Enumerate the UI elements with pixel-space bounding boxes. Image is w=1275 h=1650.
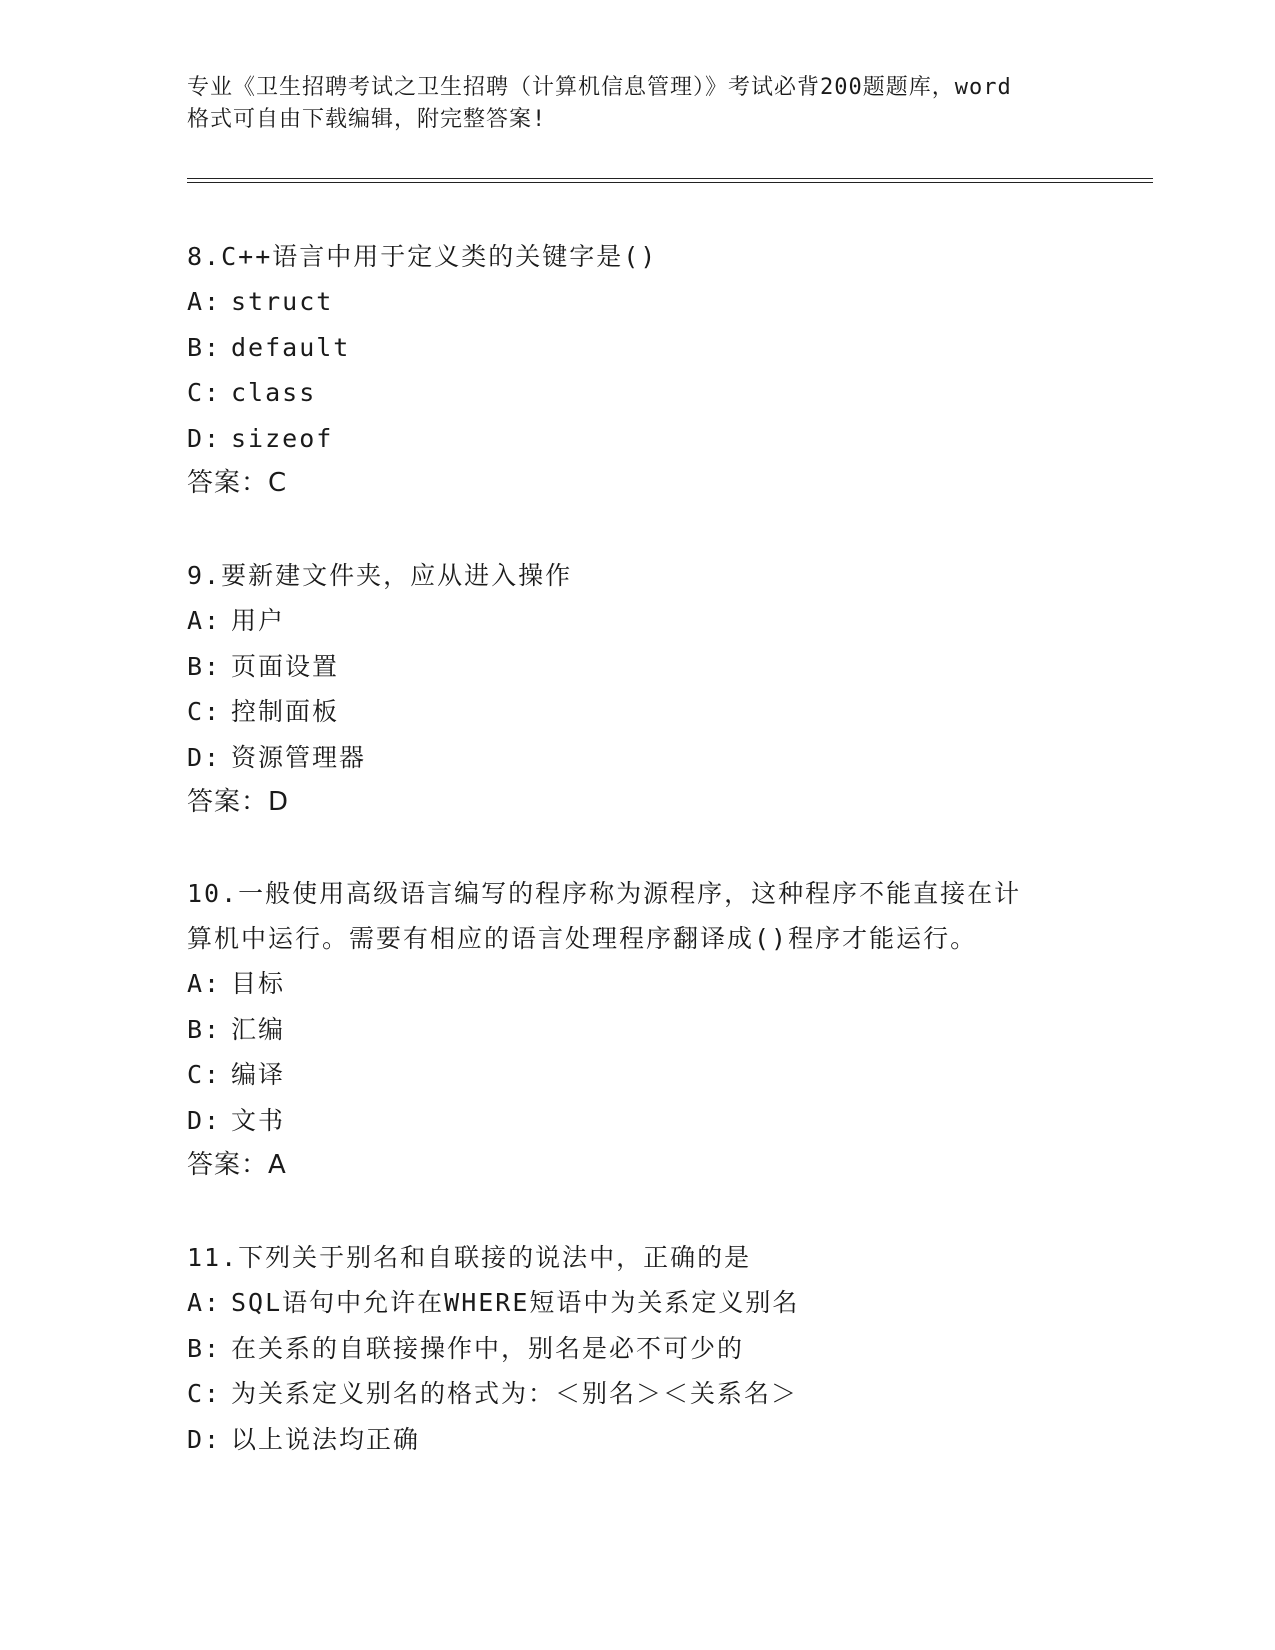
option-text: default — [231, 332, 351, 362]
option-text: 页面设置 — [231, 651, 340, 681]
question-text-line-1: 10.一般使用高级语言编写的程序称为源程序，这种程序不能直接在计 — [187, 879, 1022, 908]
header-line-1: 专业《卫生招聘考试之卫生招聘（计算机信息管理）》考试必背200题题库，word — [187, 75, 1012, 100]
option-text: 编译 — [231, 1060, 286, 1089]
option-text: 目标 — [231, 969, 286, 998]
option-text: 在关系的自联接操作中，别名是必不可少的 — [231, 1333, 745, 1363]
question-11 — [187, 1235, 1087, 1462]
option-a — [187, 598, 1087, 644]
header-divider-top — [187, 178, 1153, 179]
option-key: C: — [187, 1060, 222, 1089]
header-divider-bottom — [187, 182, 1153, 183]
option-key: C: — [187, 1379, 222, 1408]
document-header — [187, 72, 1087, 136]
option-text: 资源管理器 — [231, 742, 367, 772]
option-text: struct — [231, 287, 334, 316]
option-c — [187, 689, 1087, 735]
answer: 答案：C — [187, 468, 288, 498]
option-b — [187, 644, 1087, 690]
option-key: A: — [187, 969, 222, 998]
option-d — [187, 1098, 1087, 1144]
option-b — [187, 325, 1087, 371]
option-key: D: — [187, 1424, 222, 1454]
option-key: D: — [187, 742, 222, 772]
option-d — [187, 735, 1087, 781]
option-key: A: — [187, 1288, 222, 1317]
option-a — [187, 279, 1087, 325]
option-c — [187, 370, 1087, 416]
option-key: C: — [187, 697, 222, 726]
answer: 答案：D — [187, 787, 290, 817]
option-key: B: — [187, 332, 222, 362]
option-a — [187, 961, 1087, 1007]
option-text: SQL语句中允许在WHERE短语中为关系定义别名 — [231, 1288, 800, 1317]
option-text: 为关系定义别名的格式为：＜别名＞＜关系名＞ — [231, 1379, 799, 1408]
option-d — [187, 1417, 1087, 1463]
option-a — [187, 1280, 1087, 1326]
option-b — [187, 1326, 1087, 1372]
option-key: A: — [187, 287, 222, 316]
option-c — [187, 1052, 1087, 1098]
option-key: D: — [187, 423, 222, 453]
option-key: A: — [187, 606, 222, 635]
option-c — [187, 1371, 1087, 1417]
option-text: class — [231, 378, 317, 407]
option-text: 以上说法均正确 — [231, 1424, 421, 1454]
option-text: 用户 — [231, 606, 286, 635]
option-key: B: — [187, 1014, 222, 1044]
option-key: B: — [187, 1333, 222, 1363]
question-text: 8.C++语言中用于定义类的关键字是() — [187, 242, 658, 271]
question-text: 11.下列关于别名和自联接的说法中，正确的是 — [187, 1243, 752, 1272]
option-key: D: — [187, 1105, 222, 1135]
question-9 — [187, 553, 1087, 824]
option-key: B: — [187, 651, 222, 681]
question-8 — [187, 234, 1087, 505]
question-text: 9.要新建文件夹，应从进入操作 — [187, 561, 573, 590]
option-text: 汇编 — [231, 1014, 286, 1044]
answer: 答案：A — [187, 1150, 287, 1180]
option-b — [187, 1007, 1087, 1053]
option-key: C: — [187, 378, 222, 407]
option-text: 控制面板 — [231, 697, 340, 726]
question-10 — [187, 871, 1087, 1187]
option-text: sizeof — [231, 423, 334, 453]
option-d — [187, 416, 1087, 462]
header-line-2: 格式可自由下载编辑，附完整答案! — [187, 107, 547, 132]
option-text: 文书 — [231, 1105, 286, 1135]
question-text-line-2: 算机中运行。需要有相应的语言处理程序翻译成()程序才能运行。 — [187, 924, 978, 953]
